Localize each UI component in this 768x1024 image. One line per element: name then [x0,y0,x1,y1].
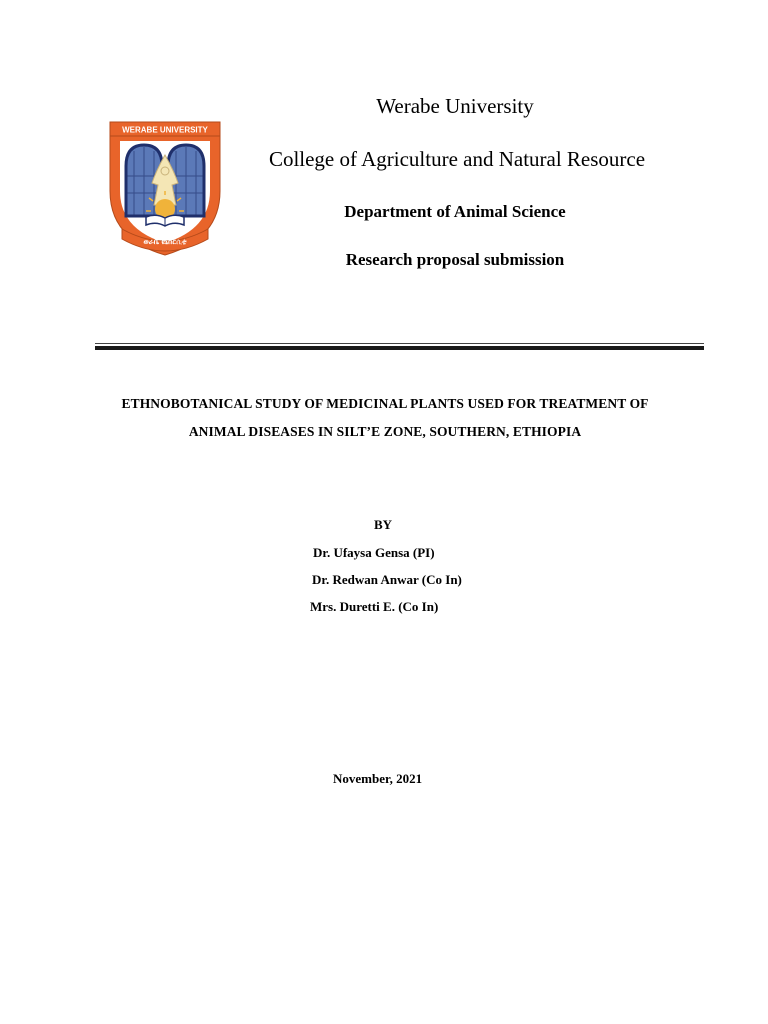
by-label: BY [374,517,393,532]
submission-date: November, 2021 [333,771,423,786]
header-divider-thin [95,343,704,344]
logo-banner-text: WERABE UNIVERSITY [122,125,208,135]
university-name: Werabe University [376,94,534,118]
submission-type: Research proposal submission [345,250,565,269]
header-divider [95,346,704,350]
logo-motto-text: ወራቤ ዩኒቨርሲቲ [143,238,187,246]
author-name: Dr. Ufaysa Gensa (PI) [313,545,435,560]
proposal-title-line-1: ETHNOBOTANICAL STUDY OF MEDICINAL PLANTS USED FOR TREATMENT OF [121,396,649,411]
department-name: Department of Animal Science [344,202,566,221]
college-name: College of Agriculture and Natural Resource [268,147,646,171]
proposal-title-line-2: ANIMAL DISEASES IN SILT’E ZONE, SOUTHERN, ETHIOPIA [188,424,582,439]
university-logo [108,121,222,257]
author-name: Dr. Redwan Anwar (Co In) [312,572,462,587]
author-name: Mrs. Duretti E. (Co In) [310,599,439,614]
